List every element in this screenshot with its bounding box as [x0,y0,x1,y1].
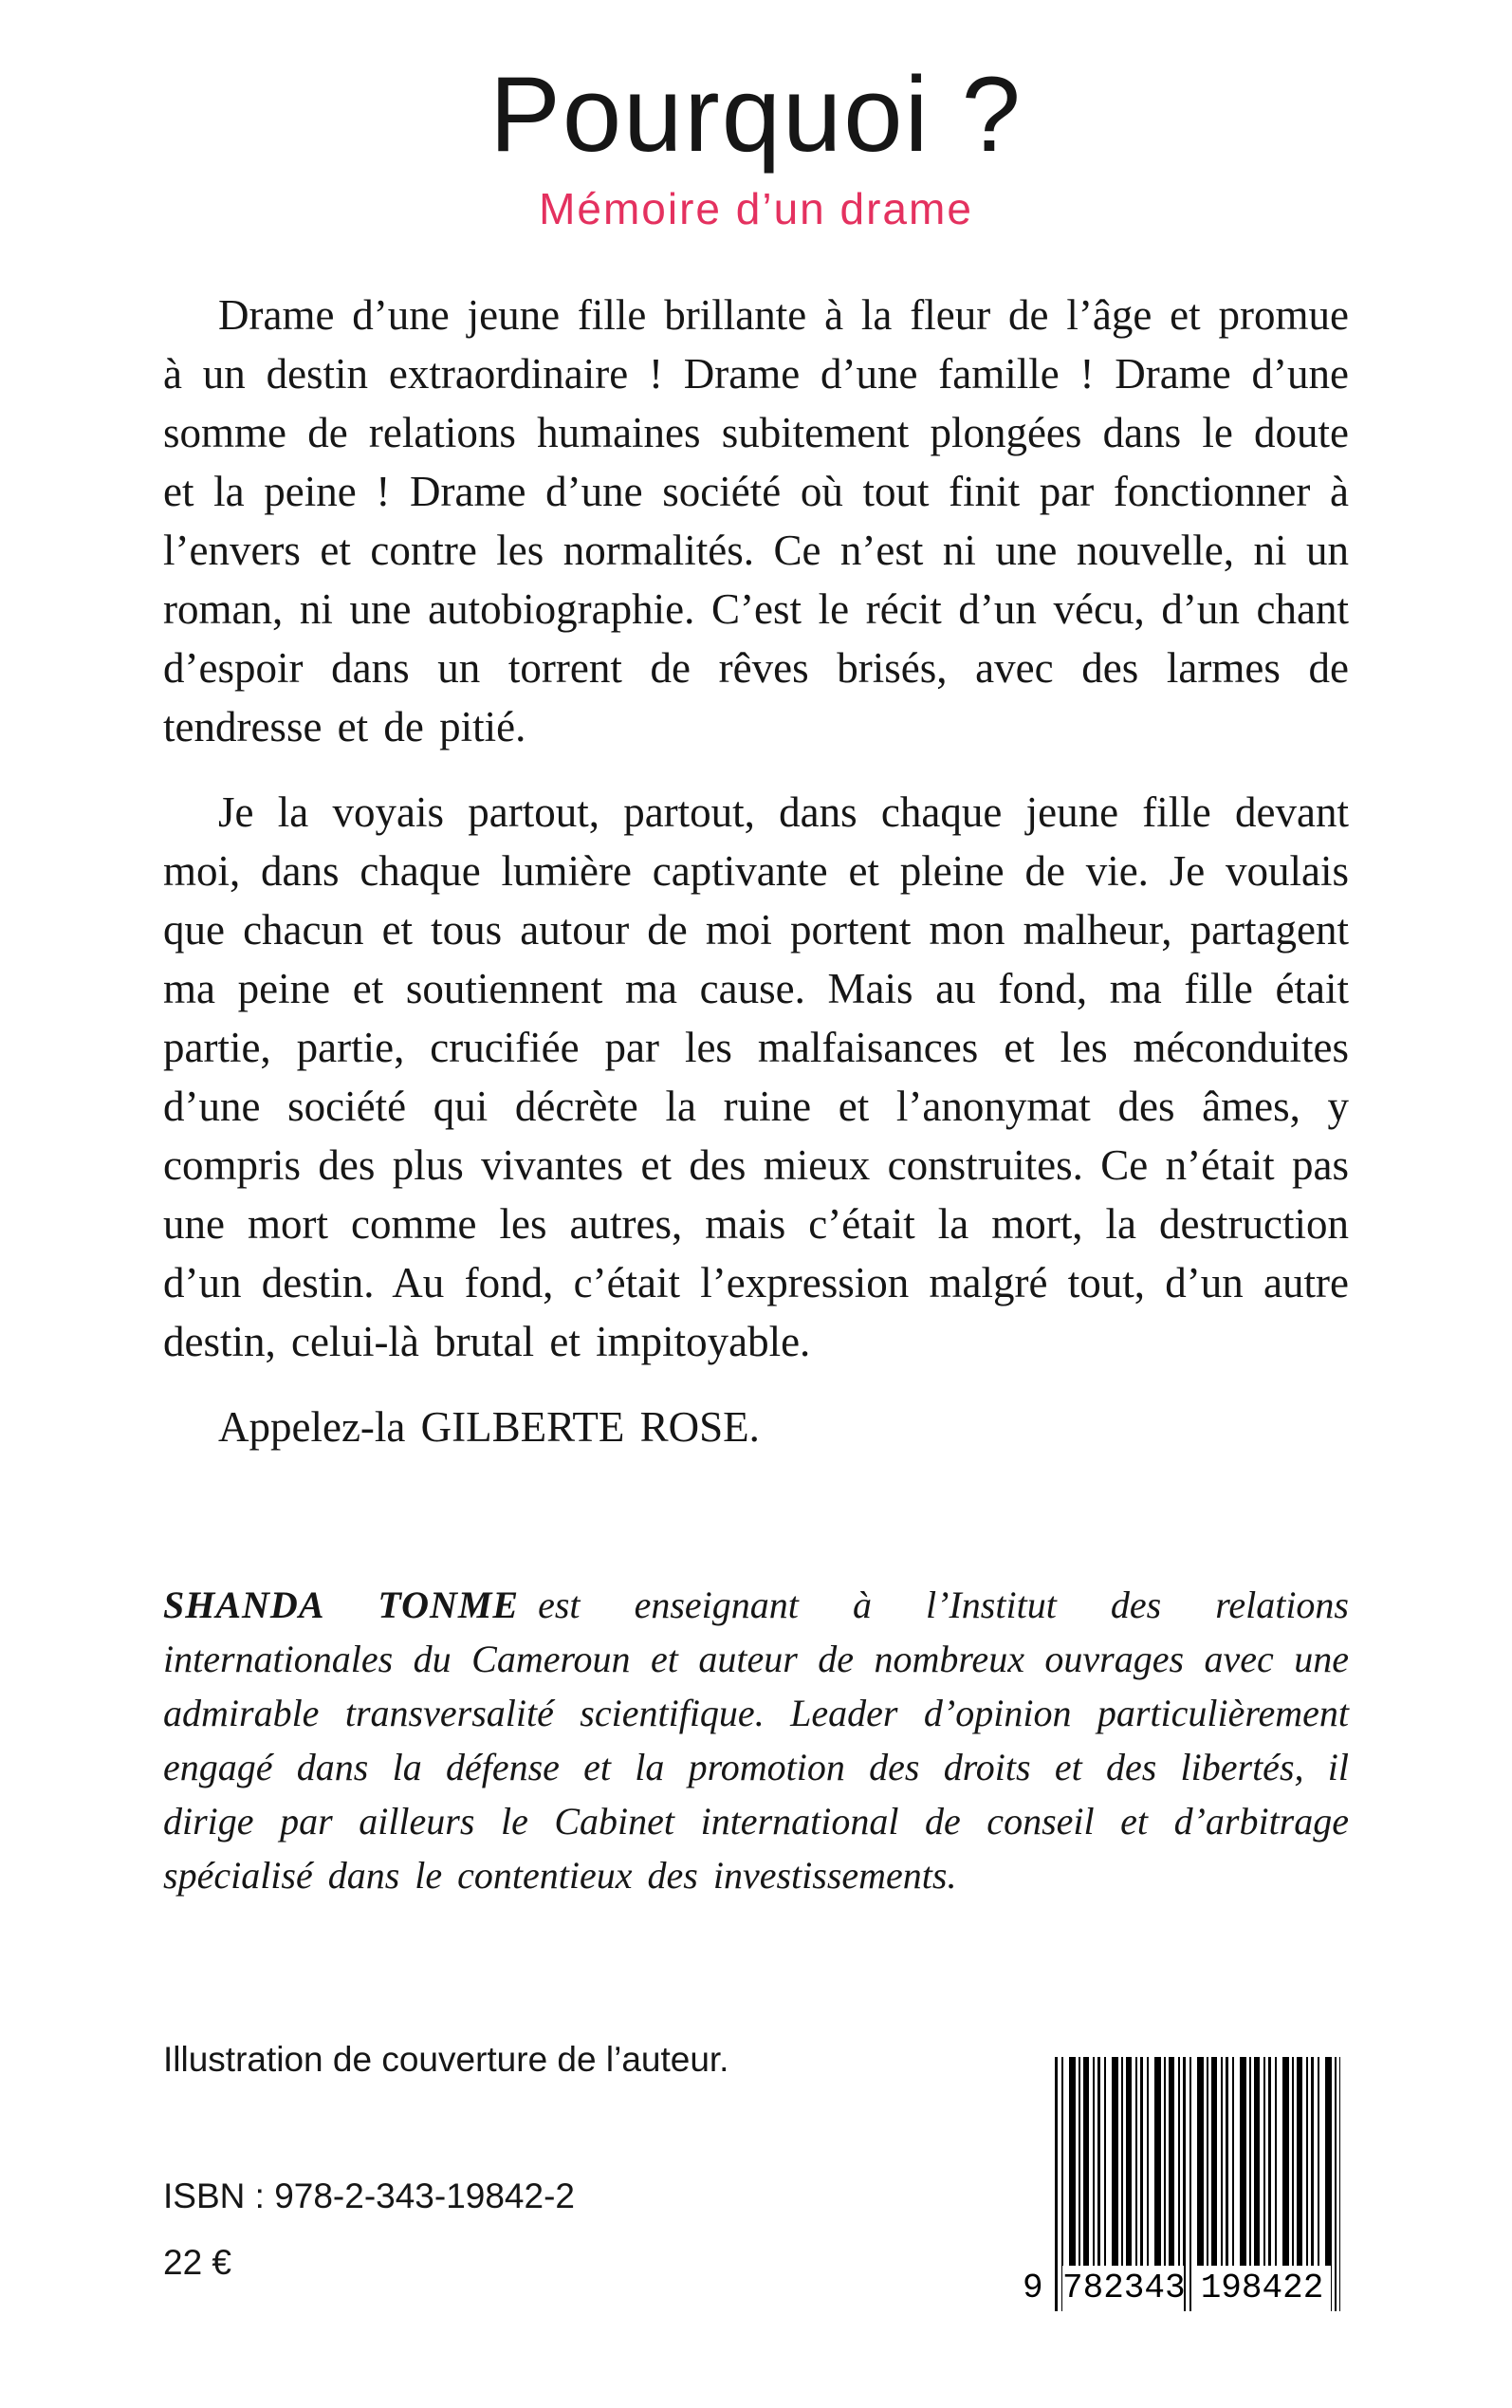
barcode-digit-group-2: 198422 [1193,2266,1331,2311]
isbn-block [163,2176,575,2285]
cover-content [0,55,1512,1902]
book-title: Pourquoi ? [489,55,1023,174]
barcode-digits [1023,2266,1340,2311]
author-bio-text: est enseignant à l’Institut des relations internationales du Cameroun et auteur de nombreux ouvrages avec une admirable transversalité scientifique. Leader d’opinion particulièrement engagé dans la défense et la promotion des droits et des libertés, il dirige par ailleurs le Cabinet international de conseil et d’arbitrage spécialisé dans le contentieux des investissements. [163,1583,1350,1897]
ean-barcode [1023,2057,1340,2311]
book-subtitle: Mémoire d’un drame [539,184,973,234]
barcode-digit-prefix: 9 [1023,2266,1055,2311]
illustration-credit: Illustration de couverture de l’auteur. [163,2040,729,2079]
synopsis-paragraph-2: Je la voyais partout, partout, dans chaque jeune fille devant moi, dans chaque lumière captivante et pleine de vie. Je voulais que chacun et tous autour de moi portent mon malheur, partagent ma peine et soutiennent ma cause. Mais au fond, ma fille était partie, partie, crucifiée par les malfaisances et les méconduites d’une société qui décrète la ruine et l’anonymat des âmes, y compris des plus vivantes et des mieux construites. Ce n’était pas une mort comme les autres, mais c’était la mort, la destruction d’un destin. Au fond, c’était l’expression malgré tout, d’un autre destin, celui-là brutal et impitoyable. [163,787,1349,1365]
price: 22 € [163,2243,232,2283]
author-name: SHANDA TONME [163,1583,520,1626]
isbn-number: ISBN : 978-2-343-19842-2 [163,2176,575,2215]
call-line: Appelez-la GILBERTE ROSE. [218,1402,760,1451]
author-bio [163,1578,1349,1902]
synopsis-paragraph-1: Drame d’une jeune fille brillante à la fleur de l’âge et promue à un destin extraordinaire ! Drame d’une famille ! Drame d’une somme de relations humaines subitement plongées dans le doute et la peine ! Drame d’une société où tout finit par fonctionner à l’envers et contre les normalités. Ce n’est ni une nouvelle, ni un roman, ni une autobiographie. C’est le récit d’un vécu, d’un chant d’espoir dans un torrent de rêves brisés, avec des larmes de tendresse et de pitié. [163,290,1349,750]
synopsis [163,286,1349,1456]
barcode-digit-group-1: 782343 [1062,2266,1184,2311]
